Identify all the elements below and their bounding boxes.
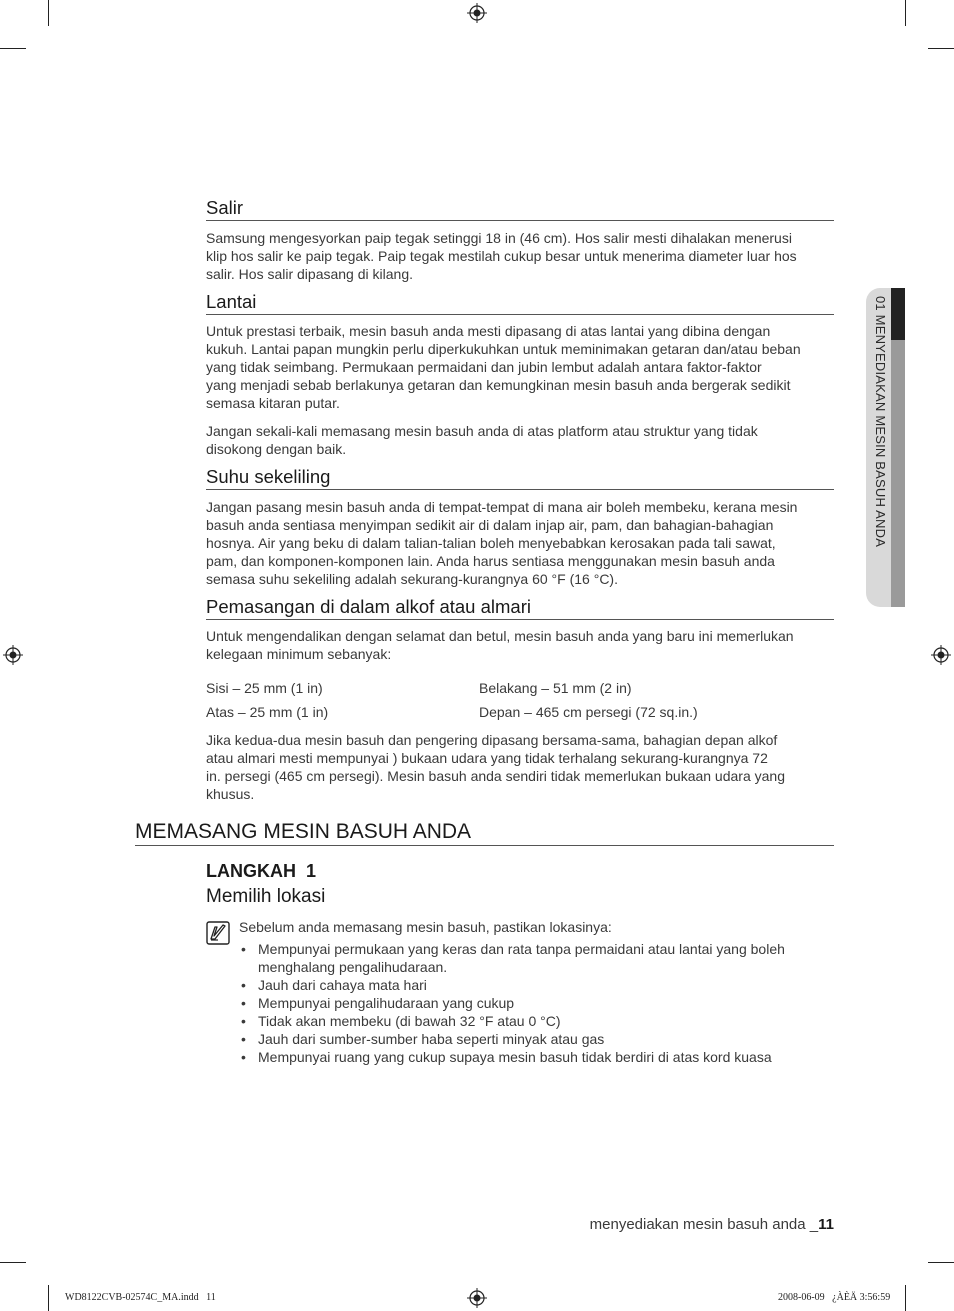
text-line: disokong dengan baik. xyxy=(206,441,347,457)
lantai-paragraph-1 xyxy=(206,322,836,412)
alkof-intro xyxy=(206,627,836,663)
text-line: atau almari mesti mempunyai ) bukaan udara yang tidak terhalang sekurang-kurangnya 72 xyxy=(206,750,768,766)
bullet: • xyxy=(241,1031,246,1047)
text-line: basuh anda sentiasa menyimpan sedikit air di dalam injap air, pam, dan bahagian-bahagian xyxy=(206,517,774,533)
text-line: kukuh. Lantai papan mungkin perlu diperkukuhkan untuk meminimakan getaran dan/atau beban xyxy=(206,341,801,357)
registration-mark-icon xyxy=(3,645,23,665)
slug-timestamp: 2008-06-09 ¿ÀÈÄ 3:56:59 xyxy=(778,1292,891,1303)
chapter-tab-label: 01 MENYEDIAKAN MESIN BASUH ANDA xyxy=(873,296,888,548)
crop-mark xyxy=(928,48,954,49)
text-line: Mempunyai ruang yang cukup supaya mesin basuh tidak berdiri di atas kord kuasa xyxy=(258,1049,772,1065)
crop-mark xyxy=(905,1285,906,1311)
list-item xyxy=(238,994,838,1012)
text-line: yang tidak seimbang. Permukaan permaidani dan jubin lembut adalah antara faktor-faktor xyxy=(206,359,762,375)
crop-mark xyxy=(48,1285,49,1311)
page-number: 11 xyxy=(818,1216,834,1233)
chapter-tab-marker xyxy=(891,288,905,340)
bullet: • xyxy=(241,995,246,1011)
bullet: • xyxy=(241,1013,246,1029)
clearance-depan: Depan – 465 cm persegi (72 sq.in.) xyxy=(479,704,698,720)
step-subtitle: Memilih lokasi xyxy=(206,886,326,907)
text-line: in. persegi (465 cm persegi). Mesin basuh anda sendiri tidak memerlukan bukaan udara yang xyxy=(206,768,785,784)
page-footer xyxy=(590,1216,834,1233)
section-heading-suhu: Suhu sekeliling xyxy=(206,466,834,490)
crop-mark xyxy=(928,1262,954,1263)
crop-mark xyxy=(0,1262,26,1263)
text-line: Untuk prestasi terbaik, mesin basuh anda mesti dipasang di atas lantai yang dibina dengan xyxy=(206,323,771,339)
slug-file-name: WD8122CVB-02574C_MA.indd 11 xyxy=(65,1292,216,1303)
suhu-paragraph xyxy=(206,498,836,588)
text-line: hosnya. Air yang beku di dalam talian-talian boleh menyebabkan kerosakan pada tali sawat, xyxy=(206,535,776,551)
clearance-sisi: Sisi – 25 mm (1 in) xyxy=(206,680,323,696)
text-line: klip hos salir ke paip tegak. Paip tegak mestilah cukup besar untuk menerima diameter luar hos xyxy=(206,248,797,264)
registration-mark-icon xyxy=(467,3,487,23)
crop-mark xyxy=(905,0,906,26)
text-line: Jauh dari cahaya mata hari xyxy=(258,977,427,993)
text-line: Jauh dari sumber-sumber haba seperti minyak atau gas xyxy=(258,1031,605,1047)
alkof-outro xyxy=(206,731,836,803)
bullet: • xyxy=(241,977,246,993)
main-heading: MEMASANG MESIN BASUH ANDA xyxy=(135,819,834,846)
text-line: kelegaan minimum sebanyak: xyxy=(206,646,392,662)
bullet: • xyxy=(241,1049,246,1065)
text-line: semasa kitaran putar. xyxy=(206,395,340,411)
lantai-paragraph-2 xyxy=(206,422,836,458)
note-pencil-icon xyxy=(206,921,230,945)
text-line: Mempunyai permukaan yang keras dan rata tanpa permaidani atau lantai yang boleh xyxy=(258,941,785,957)
crop-mark xyxy=(0,48,26,49)
text-line: yang menjadi sebab berlakunya getaran dan kemungkinan mesin basuh anda bergerak sedikit xyxy=(206,377,791,393)
text-line: khusus. xyxy=(206,786,255,802)
text-line: Jangan pasang mesin basuh anda di tempat-tempat di mana air boleh membeku, kerana mesin xyxy=(206,499,798,515)
text-line: semasa suhu sekeliling adalah sekurang-kurangnya 60 °F (16 °C). xyxy=(206,571,618,587)
section-heading-salir: Salir xyxy=(206,197,834,221)
list-item xyxy=(238,940,838,976)
list-item xyxy=(238,1048,838,1066)
section-heading-lantai: Lantai xyxy=(206,291,834,315)
text-line: pam, dan komponen-komponen lain. Anda harus sentiasa menggunakan mesin basuh anda xyxy=(206,553,775,569)
text-line: Mempunyai pengalihudaraan yang cukup xyxy=(258,995,515,1011)
bullet: • xyxy=(241,941,246,957)
text-line: Samsung mengesyorkan paip tegak setinggi 18 in (46 cm). Hos salir mesti dihalakan menerusi xyxy=(206,230,792,246)
crop-mark xyxy=(48,0,49,26)
note-intro: Sebelum anda memasang mesin basuh, pastikan lokasinya: xyxy=(239,919,612,935)
text-line: menghalang pengalihudaraan. xyxy=(258,959,448,975)
location-checklist xyxy=(238,940,838,1066)
section-heading-alkof: Pemasangan di dalam alkof atau almari xyxy=(206,596,834,620)
step-label: LANGKAH 1 xyxy=(206,861,317,881)
list-item xyxy=(238,1030,838,1048)
registration-mark-icon xyxy=(931,645,951,665)
text-line: Jika kedua-dua mesin basuh dan pengering dipasang bersama-sama, bahagian depan alkof xyxy=(206,732,778,748)
text-line: salir. Hos salir dipasang di kilang. xyxy=(206,266,413,282)
footer-section-title: menyediakan mesin basuh anda _ xyxy=(589,1216,819,1233)
text-line: Untuk mengendalikan dengan selamat dan betul, mesin basuh anda yang baru ini memerlukan xyxy=(206,628,794,644)
list-item xyxy=(238,1012,838,1030)
clearance-atas: Atas – 25 mm (1 in) xyxy=(206,704,329,720)
registration-mark-icon xyxy=(467,1288,487,1308)
salir-paragraph xyxy=(206,229,836,283)
list-item xyxy=(238,976,838,994)
clearance-belakang: Belakang – 51 mm (2 in) xyxy=(479,680,632,696)
text-line: Tidak akan membeku (di bawah 32 °F atau 0 °C) xyxy=(258,1013,561,1029)
text-line: Jangan sekali-kali memasang mesin basuh anda di atas platform atau struktur yang tidak xyxy=(206,423,758,439)
